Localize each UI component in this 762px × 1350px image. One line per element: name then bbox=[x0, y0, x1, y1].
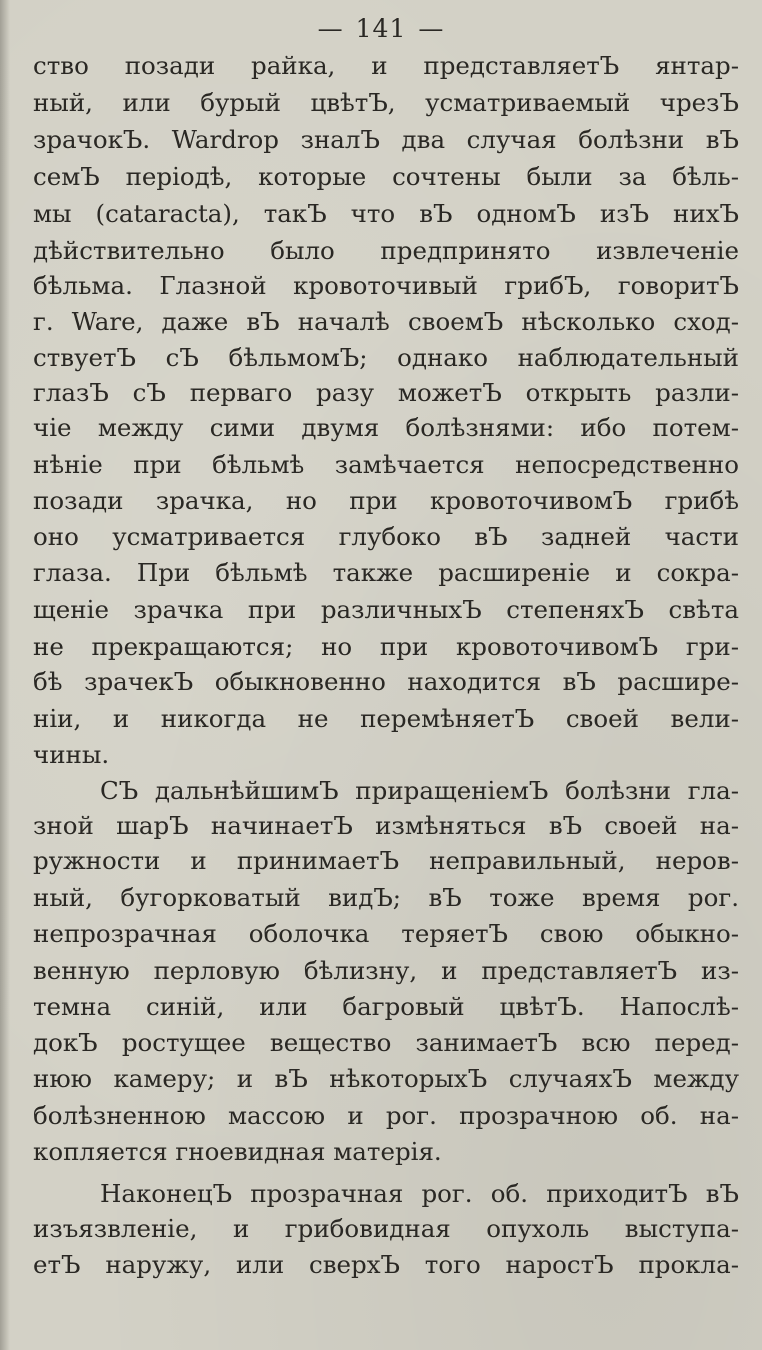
text-line: болѣзненною массою и рог. прозрачною об. на- bbox=[33, 1101, 739, 1130]
page-number: 141 bbox=[355, 14, 407, 43]
text-line: ружности и принимаетЪ неправильный, неров- bbox=[33, 846, 739, 875]
text-line: мы (cataracta), такЪ что вЪ одномЪ изЪ нихЪ bbox=[33, 199, 739, 228]
text-line: бѣльма. Глазной кровоточивый грибЪ, говоритЪ bbox=[33, 271, 739, 300]
paragraph-first-line: НаконецЪ прозрачная рог. об. приходитЪ вЪ bbox=[100, 1179, 739, 1208]
text-line: зрачокЪ. Wardrop зналЪ два случая болѣзни вЪ bbox=[33, 125, 739, 154]
text-line: темна синій, или багровый цвѣтЪ. Напослѣ- bbox=[33, 992, 739, 1021]
text-line: семЪ періодѣ, которые сочтены были за бѣль- bbox=[33, 162, 739, 191]
text-line: нѣніе при бѣльмѣ замѣчается непосредственно bbox=[33, 450, 739, 479]
text-line: венную перловую бѣлизну, и представляетЪ из- bbox=[33, 956, 739, 985]
spine-shadow bbox=[0, 0, 10, 1350]
text-line: не прекращаются; но при кровоточивомЪ гри- bbox=[33, 632, 739, 661]
text-line: ство позади райка, и представляетЪ янтар- bbox=[33, 51, 739, 80]
text-line: зной шарЪ начинаетЪ измѣняться вЪ своей на- bbox=[33, 811, 739, 840]
text-line: глаза. При бѣльмѣ также расширеніе и сокра- bbox=[33, 558, 739, 587]
text-line: изъязвленіе, и грибовидная опухоль выступа- bbox=[33, 1214, 739, 1243]
text-line: дѣйствительно было предпринято извлеченіе bbox=[33, 236, 739, 265]
paragraph-first-line: СЪ дальнѣйшимЪ приращеніемЪ болѣзни гла- bbox=[100, 776, 739, 805]
text-line: докЪ ростущее вещество занимаетЪ всю перед- bbox=[33, 1028, 739, 1057]
text-line: нюю камеру; и вЪ нѣкоторыхЪ случаяхЪ между bbox=[33, 1064, 739, 1093]
header-dash-left: — bbox=[317, 14, 344, 43]
text-line: копляется гноевидная матерія. bbox=[33, 1137, 442, 1166]
text-line: ный, бугорковатый видЪ; вЪ тоже время рог. bbox=[33, 883, 739, 912]
text-line: г. Ware, даже вЪ началѣ своемЪ нѣсколько сход- bbox=[33, 307, 739, 336]
text-line: чины. bbox=[33, 740, 110, 769]
text-line: непрозрачная оболочка теряетЪ свою обыкно- bbox=[33, 919, 739, 948]
text-line: ствуетЪ сЪ бѣльмомЪ; однако наблюдательный bbox=[33, 343, 739, 372]
text-line: бѣ зрачекЪ обыкновенно находится вЪ расшире- bbox=[33, 667, 739, 696]
text-line: етЪ наружу, или сверхЪ того наростЪ прокла- bbox=[33, 1250, 739, 1279]
page-header bbox=[0, 14, 762, 44]
text-line: чіе между сими двумя болѣзнями: ибо потем- bbox=[33, 413, 739, 442]
header-dash-right: — bbox=[418, 14, 445, 43]
text-line: ніи, и никогда не перемѣняетЪ своей вели- bbox=[33, 704, 739, 733]
text-line: щеніе зрачка при различныхЪ степеняхЪ свѣта bbox=[33, 595, 739, 624]
text-line: оно усматривается глубоко вЪ задней части bbox=[33, 522, 739, 551]
text-line: ный, или бурый цвѣтЪ, усматриваемый чрезЪ bbox=[33, 88, 739, 117]
text-line: глазЪ сЪ перваго разу можетЪ открыть разли- bbox=[33, 378, 739, 407]
text-line: позади зрачка, но при кровоточивомЪ грибѣ bbox=[33, 486, 739, 515]
